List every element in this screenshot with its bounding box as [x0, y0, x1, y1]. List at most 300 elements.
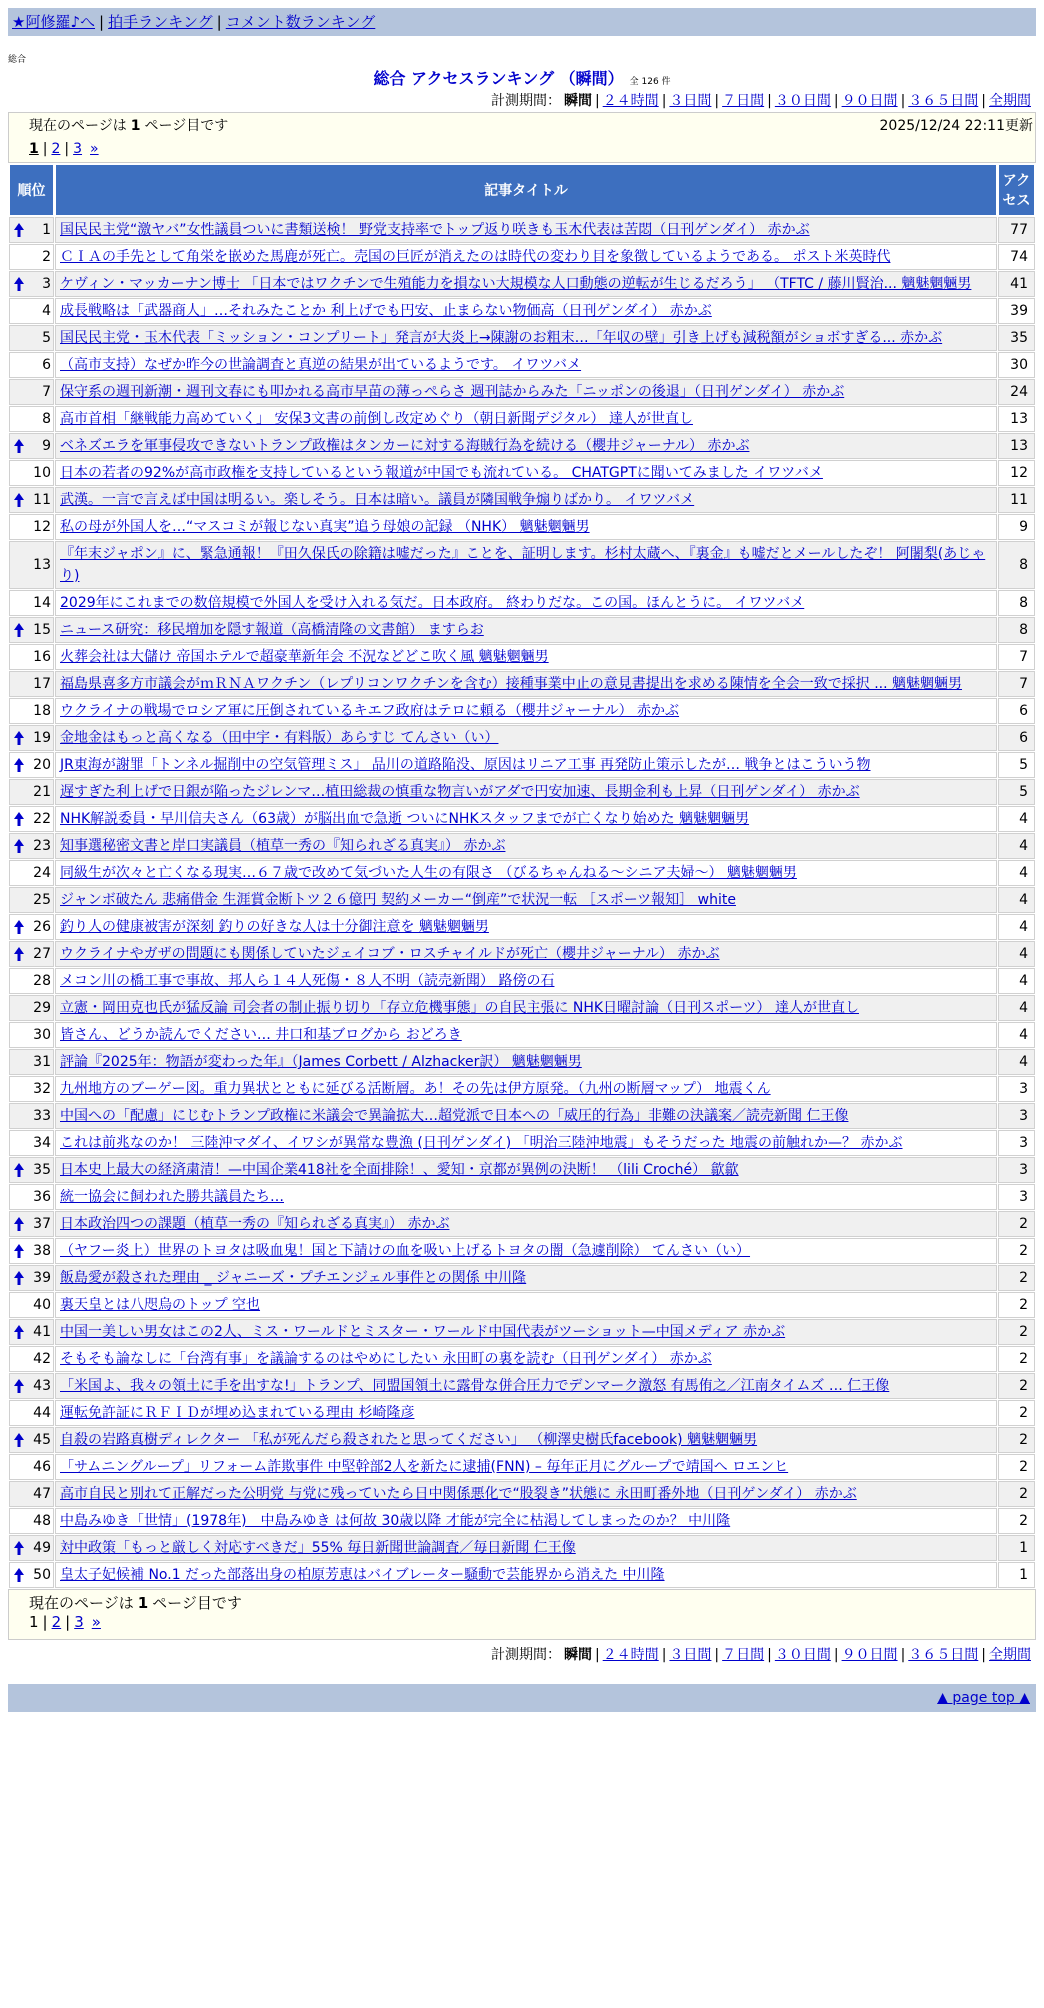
rank-number: 19 [33, 730, 51, 746]
rank-cell [9, 671, 54, 697]
rank-number: 20 [33, 757, 51, 773]
table-row [9, 1265, 1035, 1291]
rank-cell [9, 1184, 54, 1210]
rank-number: 4 [42, 303, 51, 319]
table-row [9, 941, 1035, 967]
article-title-link[interactable]: 評論『2025年：物語が変わった年』（James Corbett / Alzhacker訳） 魑魅魍魎男 [60, 1054, 582, 1070]
article-title-link[interactable]: 『年末ジャポン』に、緊急通報！『田久保氏の除籍は嘘だった』ことを、証明します。杉村太蔵へ、『裏金』も嘘だとメールしたぞ！ 阿闍梨(あじゃり) [60, 546, 986, 584]
article-title-link[interactable]: 対中政策「もっと厳しく対応すべきだ」55% 毎日新聞世論調査／毎日新聞 仁王像 [60, 1540, 576, 1556]
rank-number: 40 [33, 1297, 51, 1313]
rank-number: 49 [33, 1540, 51, 1556]
access-count: 4 [998, 995, 1035, 1021]
pager-prefix: 現在のページは [29, 1594, 134, 1612]
article-title-link[interactable]: 運転免許証にＲＦＩＤが埋め込まれている理由 杉崎隆彦 [60, 1405, 415, 1421]
rank-up-arrow-icon [13, 622, 25, 638]
table-row [9, 1508, 1035, 1534]
article-title-link[interactable]: ベネズエラを軍事侵攻できないトランプ政権はタンカーに対する海賊行為を続ける（櫻井ジャーナル） 赤かぶ [60, 438, 750, 454]
article-title-link[interactable]: 私の母が外国人を…“マスコミが報じない真実”追う母娘の記録 （NHK） 魑魅魍魎男 [60, 519, 590, 535]
top-period-link[interactable]: ２４時間 [602, 93, 659, 109]
rank-cell [9, 1292, 54, 1318]
rank-number: 39 [33, 1270, 51, 1286]
rank-cell [9, 325, 54, 351]
table-row [9, 541, 1035, 589]
article-title-link[interactable]: 「サムニングループ」リフォーム詐欺事件 中堅幹部2人を新たに逮捕(FNN) – 毎年正月にグループで靖国へ ロエンヒ [60, 1459, 789, 1475]
rank-cell [9, 914, 54, 940]
article-title-link[interactable]: 遅すぎた利上げで日銀が陥ったジレンマ…植田総裁の慎重な物言いがアダで円安加速、長期金利も上昇（日刊ゲンダイ） 赤かぶ [60, 784, 860, 800]
rank-cell [9, 1238, 54, 1264]
rank-cell [9, 1157, 54, 1183]
article-title-link[interactable]: ウクライナの戦場でロシア軍に圧倒されているキエフ政府はテロに頼る（櫻井ジャーナル） 赤かぶ [60, 703, 680, 719]
table-row [9, 271, 1035, 297]
rank-up-arrow-icon [13, 1243, 25, 1259]
rank-cell [9, 887, 54, 913]
rank-number: 34 [33, 1135, 51, 1151]
rank-number: 42 [33, 1351, 51, 1367]
rank-number: 9 [42, 438, 51, 454]
rank-number: 7 [42, 384, 51, 400]
rank-number: 11 [33, 492, 51, 508]
title-cell [55, 887, 997, 913]
title-cell [55, 1481, 997, 1507]
rank-cell [9, 995, 54, 1021]
rank-number: 26 [33, 919, 51, 935]
rank-up-arrow-icon [13, 492, 25, 508]
access-count: 11 [998, 487, 1035, 513]
title-cell [55, 725, 997, 751]
title-cell [55, 644, 997, 670]
article-title-link[interactable]: ニュース研究：移民増加を隠す報道（高橋清隆の文書館） ますらお [60, 622, 484, 638]
article-title-link[interactable]: 同級生が次々と亡くなる現実…６７歳で改めて気づいた人生の有限さ （びるちゃんねる～シニア夫婦～） 魑魅魍魎男 [60, 865, 797, 881]
table-header-row [9, 164, 1035, 216]
item-count: 全 126 件 [629, 77, 671, 87]
bottom-period-link[interactable]: 全期間 [989, 1647, 1031, 1663]
title-cell [55, 1454, 997, 1480]
period-separator: | [661, 93, 667, 109]
access-count: 4 [998, 833, 1035, 859]
access-count: 2 [998, 1211, 1035, 1237]
title-cell [55, 1346, 997, 1372]
title-cell [55, 433, 997, 459]
rank-cell [9, 541, 54, 589]
access-count: 35 [998, 325, 1035, 351]
article-title-link[interactable]: 知事選秘密文書と岸口実議員（植草一秀の『知られざる真実』） 赤かぶ [60, 838, 506, 854]
access-count: 39 [998, 298, 1035, 324]
rank-number: 35 [33, 1162, 51, 1178]
table-row [9, 833, 1035, 859]
article-title-link[interactable]: 火葬会社は大儲け 帝国ホテルで超豪華新年会 不況などどこ吹く風 魑魅魍魎男 [60, 649, 549, 665]
pager-page-link[interactable]: 3 [74, 1613, 84, 1631]
title-cell [55, 325, 997, 351]
rank-cell [9, 1400, 54, 1426]
rank-cell [9, 617, 54, 643]
title-cell [55, 406, 997, 432]
rank-number: 3 [42, 276, 51, 292]
title-cell [55, 1103, 997, 1129]
article-title-link[interactable]: （高市支持）なぜか昨今の世論調査と真逆の結果が出ているようです。 イワツバメ [60, 357, 582, 373]
top-nav-asyura-link[interactable]: ★阿修羅♪へ [12, 13, 96, 31]
top-period-link[interactable]: ７日間 [722, 93, 765, 109]
pager-bottom-links [29, 1613, 1015, 1631]
pager-current-page: 1 [29, 141, 39, 157]
article-title-link[interactable]: 立憲・岡田克也氏が猛反論 司会者の制止振り切り「存立危機事態」の自民主張に NHK日曜討論（日刊スポーツ） 達人が世直し [60, 1000, 859, 1016]
article-title-link[interactable]: 2029年にこれまでの数倍規模で外国人を受け入れる気だ。日本政府。 終わりだな。この国。ほんとうに。 イワツバメ [60, 595, 805, 611]
access-count: 7 [998, 644, 1035, 670]
access-count: 6 [998, 725, 1035, 751]
access-count: 77 [998, 217, 1035, 243]
article-title-link[interactable]: 九州地方のブーゲー図。重力異状とともに延びる活断層。あ！その先は伊方原発。（九州の断層マップ） 地震くん [60, 1081, 771, 1097]
pager-prefix: 現在のページは [29, 118, 127, 134]
bottom-period-link[interactable]: ３６５日間 [908, 1647, 979, 1663]
bottom-period-link[interactable]: ３０日間 [774, 1647, 831, 1663]
article-title-link[interactable]: NHK解説委員・早川信夫さん（63歳）が脳出血で急逝 ついにNHKスタッフまでが亡くなり始めた 魑魅魍魎男 [60, 811, 750, 827]
rank-cell [9, 698, 54, 724]
access-count: 2 [998, 1454, 1035, 1480]
top-period-link[interactable]: ３６５日間 [908, 93, 979, 109]
title-cell [55, 1319, 997, 1345]
title-header: 記事タイトル [55, 164, 997, 216]
period-current: 瞬間 [563, 93, 592, 109]
access-count: 2 [998, 1427, 1035, 1453]
access-count: 4 [998, 968, 1035, 994]
period-separator: | [833, 93, 839, 109]
access-count: 2 [998, 1508, 1035, 1534]
article-title-link[interactable]: 「米国よ、我々の領土に手を出すな!」トランプ、同盟国領土に露骨な併合圧力でデンマーク激怒 有馬侑之／江南タイムズ … 仁王像 [60, 1378, 890, 1394]
rank-cell [9, 1022, 54, 1048]
rank-number: 41 [33, 1324, 51, 1340]
rank-number: 22 [33, 811, 51, 827]
title-cell [55, 1211, 997, 1237]
rank-cell [9, 406, 54, 432]
rank-up-arrow-icon [13, 811, 25, 827]
rank-cell [9, 244, 54, 270]
title-cell [55, 914, 997, 940]
rank-up-arrow-icon [13, 919, 25, 935]
table-row [9, 1292, 1035, 1318]
period-label: 計測期間： [490, 1647, 561, 1663]
bottom-period-link[interactable]: ２４時間 [602, 1647, 659, 1663]
article-title-link[interactable]: 金地金はもっと高くなる（田中宇・有料版）あらすじ てんさい（い） [60, 730, 499, 746]
rank-cell [9, 1130, 54, 1156]
rank-number: 12 [33, 519, 51, 535]
rank-cell [9, 487, 54, 513]
article-title-link[interactable]: 皆さん、どうか読んでください… 井口和基ブログから おどろき [60, 1027, 462, 1043]
access-count: 2 [998, 1238, 1035, 1264]
table-row [9, 644, 1035, 670]
period-separator: | [594, 93, 600, 109]
period-separator: | [833, 1647, 839, 1663]
pager-next-link[interactable]: » [91, 1613, 101, 1631]
title-cell [55, 806, 997, 832]
rank-cell [9, 725, 54, 751]
access-count: 2 [998, 1319, 1035, 1345]
rank-number: 46 [33, 1459, 51, 1475]
rank-up-arrow-icon [13, 222, 25, 238]
top-period-link[interactable]: ９０日間 [841, 93, 898, 109]
title-cell [55, 1022, 997, 1048]
rank-number: 29 [33, 1000, 51, 1016]
access-count: 2 [998, 1400, 1035, 1426]
rank-cell [9, 1373, 54, 1399]
rank-cell [9, 1103, 54, 1129]
nav-separator: | [99, 13, 105, 31]
pager-bottom [8, 1589, 1036, 1640]
article-title-link[interactable]: これは前兆なのか！ 三陸沖マダイ、イワシが異常な豊漁 (日刊ゲンダイ) 「明治三陸沖地震」もそうだった 地震の前触れか—？ 赤かぶ [60, 1135, 903, 1151]
top-period-link[interactable]: 全期間 [989, 93, 1031, 109]
title-cell [55, 941, 997, 967]
access-count: 5 [998, 779, 1035, 805]
rank-cell [9, 298, 54, 324]
title-cell [55, 995, 997, 1021]
title-cell [55, 1130, 997, 1156]
top-nav-clap-ranking-link[interactable]: 拍手ランキング [108, 13, 213, 31]
article-title-link[interactable]: 国民民主党“激ヤバ”女性議員ついに書類送検！ 野党支持率でトップ返り咲きも玉木代表は苦悶（日刊ゲンダイ） 赤かぶ [60, 222, 810, 238]
title-cell [55, 1265, 997, 1291]
access-count: 13 [998, 406, 1035, 432]
rank-up-arrow-icon [13, 1567, 25, 1583]
pager-next-link[interactable]: » [90, 141, 99, 157]
title-cell [55, 244, 997, 270]
pager-top-links [29, 138, 1015, 161]
article-title-link[interactable]: 福島県喜多方市議会がｍＲＮＡワクチン（レプリコンワクチンを含む）接種事業中止の意見書提出を求める陳情を全会一致で採択 ... 魑魅魍魎男 [60, 676, 963, 692]
access-count: 2 [998, 1481, 1035, 1507]
rank-header: 順位 [9, 164, 54, 216]
rank-cell [9, 779, 54, 805]
table-row [9, 698, 1035, 724]
article-title-link[interactable]: 日本政治四つの課題（植草一秀の『知られざる真実』） 赤かぶ [60, 1216, 450, 1232]
access-count: 2 [998, 1265, 1035, 1291]
access-count: 4 [998, 914, 1035, 940]
rank-cell [9, 514, 54, 540]
rank-cell [9, 806, 54, 832]
pager-page-link[interactable]: 2 [51, 1613, 62, 1631]
rank-number: 37 [33, 1216, 51, 1232]
rank-up-arrow-icon [13, 276, 25, 292]
rank-cell [9, 968, 54, 994]
article-title-link[interactable]: 国民民主党・玉木代表「ミッション・コンプリート」発言が大炎上→陳謝のお粗末…「年収の壁」引き上げも減税額がショボすぎる... 赤かぶ [60, 330, 943, 346]
title-cell [55, 860, 997, 886]
title-cell [55, 1076, 997, 1102]
rank-number: 27 [33, 946, 51, 962]
rank-number: 33 [33, 1108, 51, 1124]
rank-cell [9, 1454, 54, 1480]
table-row [9, 1481, 1035, 1507]
article-title-link[interactable]: ケヴィン・マッカーナン博士 「日本ではワクチンで生殖能力を損ない大規模な人口動態の逆転が生じるだろう」 （TFTC / 藤川賢治... 魑魅魍魎男 [60, 276, 972, 292]
title-cell [55, 1508, 997, 1534]
title-cell [55, 379, 997, 405]
page-top-link[interactable]: ▲ page top ▲ [937, 1690, 1030, 1706]
period-separator: | [594, 1647, 600, 1663]
rank-up-arrow-icon [13, 730, 25, 746]
access-count: 2 [998, 1373, 1035, 1399]
rank-number: 5 [42, 330, 51, 346]
rank-number: 44 [33, 1405, 51, 1421]
rank-cell [9, 833, 54, 859]
rank-cell [9, 860, 54, 886]
article-title-link[interactable]: メコン川の橋工事で事故、邦人ら１４人死傷・８人不明（読売新聞） 路傍の石 [60, 973, 555, 989]
article-title-link[interactable]: 保守系の週刊新潮・週刊文春にも叩かれる高市早苗の薄っぺらさ 週刊誌からみた「ニッポンの後退」（日刊ゲンダイ） 赤かぶ [60, 384, 845, 400]
rank-cell [9, 433, 54, 459]
rank-cell [9, 1427, 54, 1453]
article-title-link[interactable]: 釣り人の健康被害が深刻 釣りの好きな人は十分御注意を 魑魅魍魎男 [60, 919, 489, 935]
article-title-link[interactable]: （ヤフー炎上）世界のトヨタは吸血鬼！国と下請けの血を吸い上げるトヨタの闇（急遽削除） てんさい（い） [60, 1243, 751, 1259]
access-count: 5 [998, 752, 1035, 778]
bottom-period-link[interactable]: ７日間 [722, 1647, 765, 1663]
table-row [9, 725, 1035, 751]
rank-cell [9, 644, 54, 670]
access-header: アクセス [998, 164, 1035, 216]
rank-number: 23 [33, 838, 51, 854]
rank-number: 48 [33, 1513, 51, 1529]
article-title-link[interactable]: JR東海が謝罪「トンネル掘削中の空気管理ミス」 品川の道路陥没、原因はリニア工事 再発防止策示したが… 戦争とはこういう物 [60, 757, 871, 773]
rank-number: 28 [33, 973, 51, 989]
table-row [9, 1535, 1035, 1561]
title-cell [55, 698, 997, 724]
article-title-link[interactable]: 成長戦略は「武器商人」…それみたことか 利上げでも円安、止まらない物価高（日刊ゲンダイ） 赤かぶ [60, 303, 712, 319]
table-row [9, 487, 1035, 513]
rank-cell [9, 1076, 54, 1102]
pager-separator: | [42, 1613, 48, 1631]
article-title-link[interactable]: ウクライナやガザの問題にも関係していたジェイコブ・ロスチャイルドが死亡（櫻井ジャーナル） 赤かぶ [60, 946, 720, 962]
access-count: 24 [998, 379, 1035, 405]
period-separator: | [661, 1647, 667, 1663]
title-cell [55, 833, 997, 859]
table-row [9, 325, 1035, 351]
bottom-period-link[interactable]: ９０日間 [841, 1647, 898, 1663]
pager-suffix: ページ目です [144, 118, 229, 134]
pager-separator: | [65, 1613, 71, 1631]
footer-bar [8, 1684, 1036, 1712]
article-title-link[interactable]: 日本史上最大の経済粛清！—中国企業418社を全面排除！、愛知・京都が異例の決断！ （lili Croché） 歙歙 [60, 1162, 739, 1178]
table-row [9, 1373, 1035, 1399]
article-title-link[interactable]: 統一協会に飼われた勝共議員たち… [60, 1189, 284, 1205]
article-title-link[interactable]: そもそも論なしに「台湾有事」を議論するのはやめにしたい 永田町の裏を読む（日刊ゲンダイ） 赤かぶ [60, 1351, 712, 1367]
table-row [9, 298, 1035, 324]
table-row [9, 1400, 1035, 1426]
period-separator: | [981, 93, 986, 109]
rank-number: 45 [33, 1432, 51, 1448]
title-cell [55, 590, 997, 616]
article-title-link[interactable]: 中国一美しい男女はこの2人、ミス・ワールドとミスター・ワールド中国代表がツーショット—中国メディア 赤かぶ [60, 1324, 786, 1340]
table-row [9, 1238, 1035, 1264]
access-count: 4 [998, 887, 1035, 913]
article-title-link[interactable]: 中島みゆき「世情」(1978年)＿中島みゆき は何故 30歳以降 才能が完全に枯渇してしまったのか？ 中川隆 [60, 1513, 731, 1529]
title-cell [55, 1427, 997, 1453]
period-selector [8, 90, 1034, 112]
period-separator: | [714, 1647, 720, 1663]
pager-page-link[interactable]: 2 [51, 141, 61, 157]
access-count: 12 [998, 460, 1035, 486]
table-row [9, 887, 1035, 913]
table-row [9, 1184, 1035, 1210]
pager-status [29, 1594, 242, 1612]
article-title-link[interactable]: 高市自民と別れて正解だった公明党 与党に残っていたら日中関係悪化で“股裂き”状態に 永田町番外地（日刊ゲンダイ） 赤かぶ [60, 1486, 857, 1502]
top-period-link[interactable]: ３０日間 [774, 93, 831, 109]
access-count: 4 [998, 941, 1035, 967]
table-row [9, 860, 1035, 886]
rank-up-arrow-icon [13, 438, 25, 454]
pager-page-link[interactable]: 3 [73, 141, 83, 157]
title-cell [55, 1238, 997, 1264]
period-separator: | [767, 1647, 772, 1663]
pager-status [29, 115, 228, 138]
title-cell [55, 460, 997, 486]
article-title-link[interactable]: 自殺の岩路真樹ディレクター 「私が死んだら殺されたと思ってください」 （柳澤史樹氏facebook) 魑魅魍魎男 [60, 1432, 758, 1448]
table-row [9, 460, 1035, 486]
rank-number: 15 [33, 622, 51, 638]
title-cell [55, 671, 997, 697]
rank-cell [9, 1508, 54, 1534]
top-nav-comment-ranking-link[interactable]: コメント数ランキング [225, 13, 376, 31]
access-count: 8 [998, 590, 1035, 616]
article-title-link[interactable]: ジャンボ破たん 悲痛借金 生涯賞金断トツ２６億円 契約メーカー“倒産”で状況一転 ［スポーツ報知］ white [60, 892, 736, 908]
access-count: 7 [998, 671, 1035, 697]
rank-cell [9, 460, 54, 486]
article-title-link[interactable]: 日本の若者の92%が高市政権を支持しているという報道が中国でも流れている。 CHATGPTに聞いてみました イワツバメ [60, 465, 823, 481]
title-cell [55, 1157, 997, 1183]
top-period-link[interactable]: ３日間 [669, 93, 712, 109]
category-label: 総合 [8, 55, 27, 65]
access-count: 4 [998, 1049, 1035, 1075]
rank-number: 8 [42, 411, 51, 427]
access-count: 2 [998, 1292, 1035, 1318]
top-nav-bar [8, 8, 1036, 36]
rank-cell [9, 1049, 54, 1075]
article-title-link[interactable]: 飯島愛が殺された理由 _ ジャニーズ・プチエンジェル事件との関係 中川隆 [60, 1270, 527, 1286]
access-count: 3 [998, 1130, 1035, 1156]
period-separator: | [714, 93, 720, 109]
article-title-link[interactable]: 皇太子妃候補 No.1 だった部落出身の柏原芳恵はバイブレーター騒動で芸能界から消えた 中川隆 [60, 1567, 665, 1583]
article-title-link[interactable]: 高市首相「継戦能力高めていく」 安保3文書の前倒し改定めぐり（朝日新聞デジタル） 達人が世直し [60, 411, 693, 427]
title-cell [55, 1049, 997, 1075]
article-title-link[interactable]: 武漢。一言で言えば中国は明るい。楽しそう。日本は暗い。議員が隣国戦争煽りばかり。 イワツバメ [60, 492, 695, 508]
nav-separator: | [216, 13, 222, 31]
period-separator: | [900, 93, 906, 109]
table-row [9, 1076, 1035, 1102]
access-count: 1 [998, 1562, 1035, 1588]
title-cell [55, 1535, 997, 1561]
article-title-link[interactable]: 裏天皇とは八咫烏のトップ 空也 [60, 1297, 261, 1313]
table-row [9, 1562, 1035, 1588]
access-count: 4 [998, 860, 1035, 886]
title-cell [55, 1373, 997, 1399]
title-cell [55, 752, 997, 778]
access-count: 3 [998, 1076, 1035, 1102]
page-title-row [8, 68, 1036, 90]
updated-timestamp: 2025/12/24 22:11更新 [879, 118, 1033, 134]
period-separator: | [981, 1647, 986, 1663]
period-selector-bottom [8, 1640, 1034, 1670]
article-title-link[interactable]: 中国への「配慮」にじむトランプ政権に米議会で異論拡大…超党派で日本への「威圧的行為」非難の決議案／読売新聞 仁王像 [60, 1108, 849, 1124]
access-count: 3 [998, 1157, 1035, 1183]
rank-cell [9, 379, 54, 405]
article-title-link[interactable]: ＣＩＡの手先として角栄を嵌めた馬鹿が死亡。売国の巨匠が消えたのは時代の変わり目を象徴しているようである。 ポスト米英時代 [60, 249, 891, 265]
title-cell [55, 352, 997, 378]
title-cell [55, 487, 997, 513]
pager-top [8, 112, 1036, 163]
title-cell [55, 1184, 997, 1210]
pager-status-row [29, 115, 1033, 138]
access-count: 3 [998, 1103, 1035, 1129]
rank-number: 10 [33, 465, 51, 481]
rank-number: 38 [33, 1243, 51, 1259]
table-row [9, 1049, 1035, 1075]
rank-number: 36 [33, 1189, 51, 1205]
table-row [9, 779, 1035, 805]
rank-number: 13 [33, 557, 51, 573]
bottom-period-link[interactable]: ３日間 [669, 1647, 712, 1663]
access-count: 2 [998, 1346, 1035, 1372]
table-row [9, 1346, 1035, 1372]
